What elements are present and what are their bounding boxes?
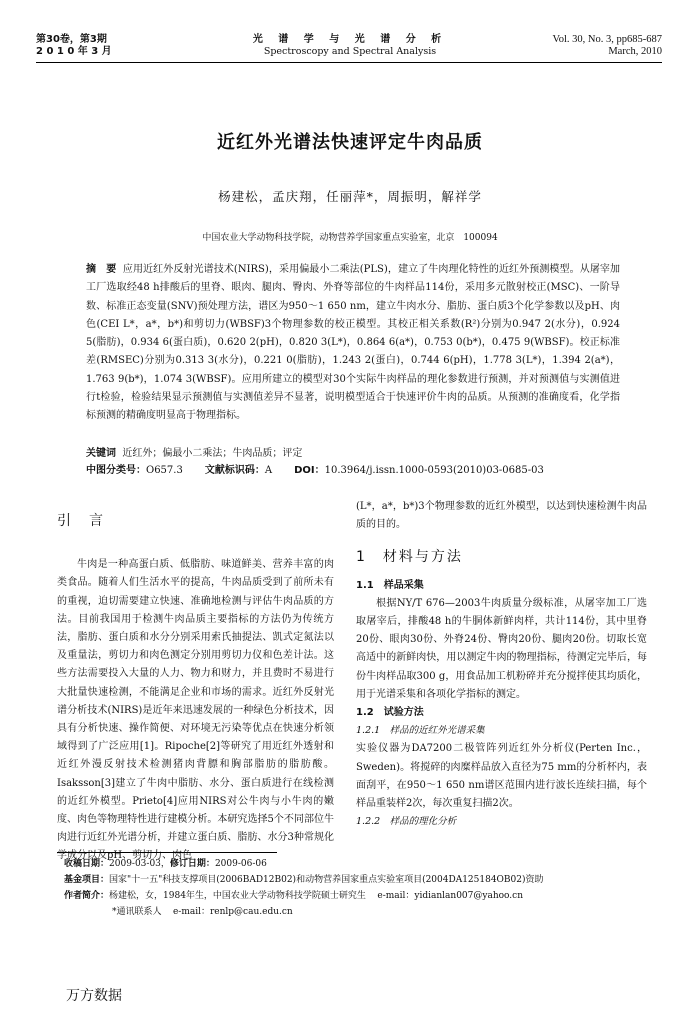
footnote-author: [64, 889, 664, 904]
section-1-heading: 1 材料与方法: [356, 549, 463, 566]
journal-volume-en: [553, 34, 662, 58]
footnote-fund: [64, 873, 664, 888]
received-label: 收稿日期：: [64, 859, 110, 869]
revised-date: 2009-06-06: [214, 859, 267, 869]
classification-line: [86, 463, 620, 479]
author-list: 杨建松，孟庆翔，任丽萍*，周振明，解祥学: [218, 189, 482, 204]
keywords-label: 关键词: [86, 448, 116, 459]
right-column: [356, 498, 647, 831]
volume-en: Vol. 30, No. 3, pp685-687: [552, 34, 662, 45]
keywords-text: 近红外；偏最小二乘法；牛肉品质；评定: [122, 448, 303, 459]
doc-code-value: A: [264, 465, 273, 476]
section-1-2-2-heading: 1.2.2 样品的理化分析: [356, 816, 457, 828]
abstract-label: 摘 要: [86, 264, 117, 275]
paper-title: 近红外光谱法快速评定牛肉品质: [217, 132, 483, 153]
section-1-2-1-heading: 1.2.1 样品的近红外光谱采集: [356, 725, 485, 737]
journal-name-en: Spectroscopy and Spectral Analysis: [263, 46, 437, 57]
volume-cn: 第30卷，第3期: [36, 34, 107, 45]
footnote-rule: [57, 852, 277, 853]
doi-label: DOI：: [294, 465, 325, 476]
contact-label: *通讯联系人: [112, 907, 162, 917]
affiliation: 中国农业大学动物科技学院，动物营养学国家重点实验室，北京 100094: [202, 233, 498, 243]
intro-continuation: (L*，a*，b*)3个物理参数的近红外模型，以达到快速检测牛肉品质的目的。: [356, 501, 647, 531]
header-rule: [36, 62, 662, 63]
author-bio-label: 作者简介：: [64, 891, 110, 901]
doi-value: 10.3964/j.issn.1000-0593(2010)03-0685-03: [324, 465, 544, 476]
intro-heading: 引 言: [57, 513, 105, 529]
abstract-text: 应用近红外反射光谱技术(NIRS)，采用偏最小二乘法(PLS)，建立了牛肉理化特性的近红外预测模型。从屠宰加工厂选取经48 h排酸后的里脊、眼肉、腿肉、臀肉、外脊等部位的牛肉样品114份，采用多元散射校正(MSC)、一阶导数、标准正态变量(SNV)预处理方法，谱区为950～1 650 nm，建立牛肉水分、脂肪、蛋白质3个化学参数以及pH、肉色(CEI L*，a*，b*)和剪切力(WBSF)3个物理参数的校正模型。其校正相关系数(R²)分别为0.947 2(水分)，0.924 5(脂肪)，0.934 6(蛋白质)，0.620 2(pH)，0.820 3(L*)，0.864 6(a*)，0.753 0(b*)，0.475 9(WBSF)。校正标准差(RMSEC)分别为0.313 3(水分)，0.221 0(脂肪)，1.243 2(蛋白)，0.744 6(pH)，1.778 3(L*)，1.394 2(a*)，1.763 9(b*)，1.074 3(WBSF)。应用所建立的模型对30个实际牛肉样品的理化参数进行预测，并对预测值与实测值进行t检验，检验结果显示预测值与实测值差异不显著，说明模型适合于快速评价牛肉的品质。从预测的准确度看，化学指标预测的精确度明显高于物理指标。: [86, 264, 621, 422]
author-email: e-mail：yidianlan007@yahoo.cn: [377, 891, 524, 901]
revised-label: 修订日期：: [169, 859, 215, 869]
clc-value: O657.3: [146, 465, 183, 476]
date-cn: 2 0 1 0 年 3 月: [36, 46, 112, 57]
intro-paragraph: 牛肉是一种高蛋白质、低脂肪、味道鲜美、营养丰富的肉类食品。随着人们生活水平的提高，牛肉品质受到了前所未有的重视，迫切需要建立快速、准确地检测与评估牛肉品质的方法。目前我国用于检测牛肉品质主要指标的方法仍为传统方法，脂肪、蛋白质和水分分别采用索氏抽提法、凯式定氮法以及重量法，剪切力和肉色测定分别用剪切力仪和色差计法。这些方法需要投入大量的人力、物力和财力，并且费时不易进行大批量快速检测，不能满足企业和市场的需求。近红外反射光谱分析技术(NIRS)是近年来迅速发展的一种绿色分析技术，因具有分析快速、操作简便、对环境无污染等优点在快速分析领域得到了广泛应用[1]。Ripoche[2]等研究了用近红外透射和近红外漫反射技术检测猪肉背膘和胸部脂肪的脂肪酸。Isaksson[3]建立了牛肉中脂肪、水分、蛋白质进行在线检测的近红外模型。Prieto[4]应用NIRS对公牛肉与小牛肉的嫩度、肉色等物理特性进行建模分析。本研究选择5个不同部位牛肉进行近红外光谱分析，并建立蛋白质、脂肪、水分3种常规化学成分以及pH、剪切力、肉色: [57, 559, 334, 862]
section-1-2-heading: 1.2 试验方法: [356, 707, 424, 719]
journal-name-cn: 光 谱 学 与 光 谱 分 析: [252, 34, 448, 45]
clc-label: 中图分类号：: [86, 465, 146, 476]
footnote-dates: [64, 857, 664, 872]
contact-email: e-mail：renlp@cau.edu.cn: [172, 907, 293, 917]
footnote-contact: [112, 905, 700, 920]
section-1-2-1-text: 实验仪器为DA7200二极管阵列近红外分析仪(Perten Inc.，Sweden)。将搅碎的肉糜样品放入直径为75 mm的分析杯内，表面刮平，在950～1 650 nm谱区范围内进行波长连续扫描，每个样品重装样2次，每次重复扫描2次。: [356, 743, 647, 810]
fund-text: 国家"十一五"科技支撑项目(2006BAD12B02)和动物营养国家重点实验室项目(2004DA125184OB02)资助: [109, 875, 544, 885]
abstract: [86, 261, 620, 426]
fund-label: 基金项目：: [64, 875, 110, 885]
doc-code-label: 文献标识码：: [204, 465, 265, 476]
received-date: 2009-03-03，: [109, 859, 170, 869]
author-bio: 杨建松，女，1984年生，中国农业大学动物科技学院硕士研究生: [109, 891, 366, 901]
watermark-text: 万方数据: [66, 988, 122, 1004]
left-column: [57, 512, 334, 866]
date-en: March, 2010: [608, 46, 662, 57]
keywords: [86, 446, 620, 462]
section-1-1-heading: 1.1 样品采集: [356, 579, 424, 591]
section-1-1-text: 根据NY/T 676—2003牛肉质量分级标准，从屠宰加工厂选取屠宰后，排酸48 h的牛胴体新鲜肉样，共计114份，其中里脊20份、眼肉30份、外脊24份、臀肉20份、腿肉20份。切取长宽高适中的新鲜肉快，用以测定牛肉的物理指标，待测定完毕后，每份牛肉样品取300 g，用食品加工机粉碎并充分搅拌使其均质化，用于光谱采集和各项化学指标的测定。: [356, 597, 647, 700]
